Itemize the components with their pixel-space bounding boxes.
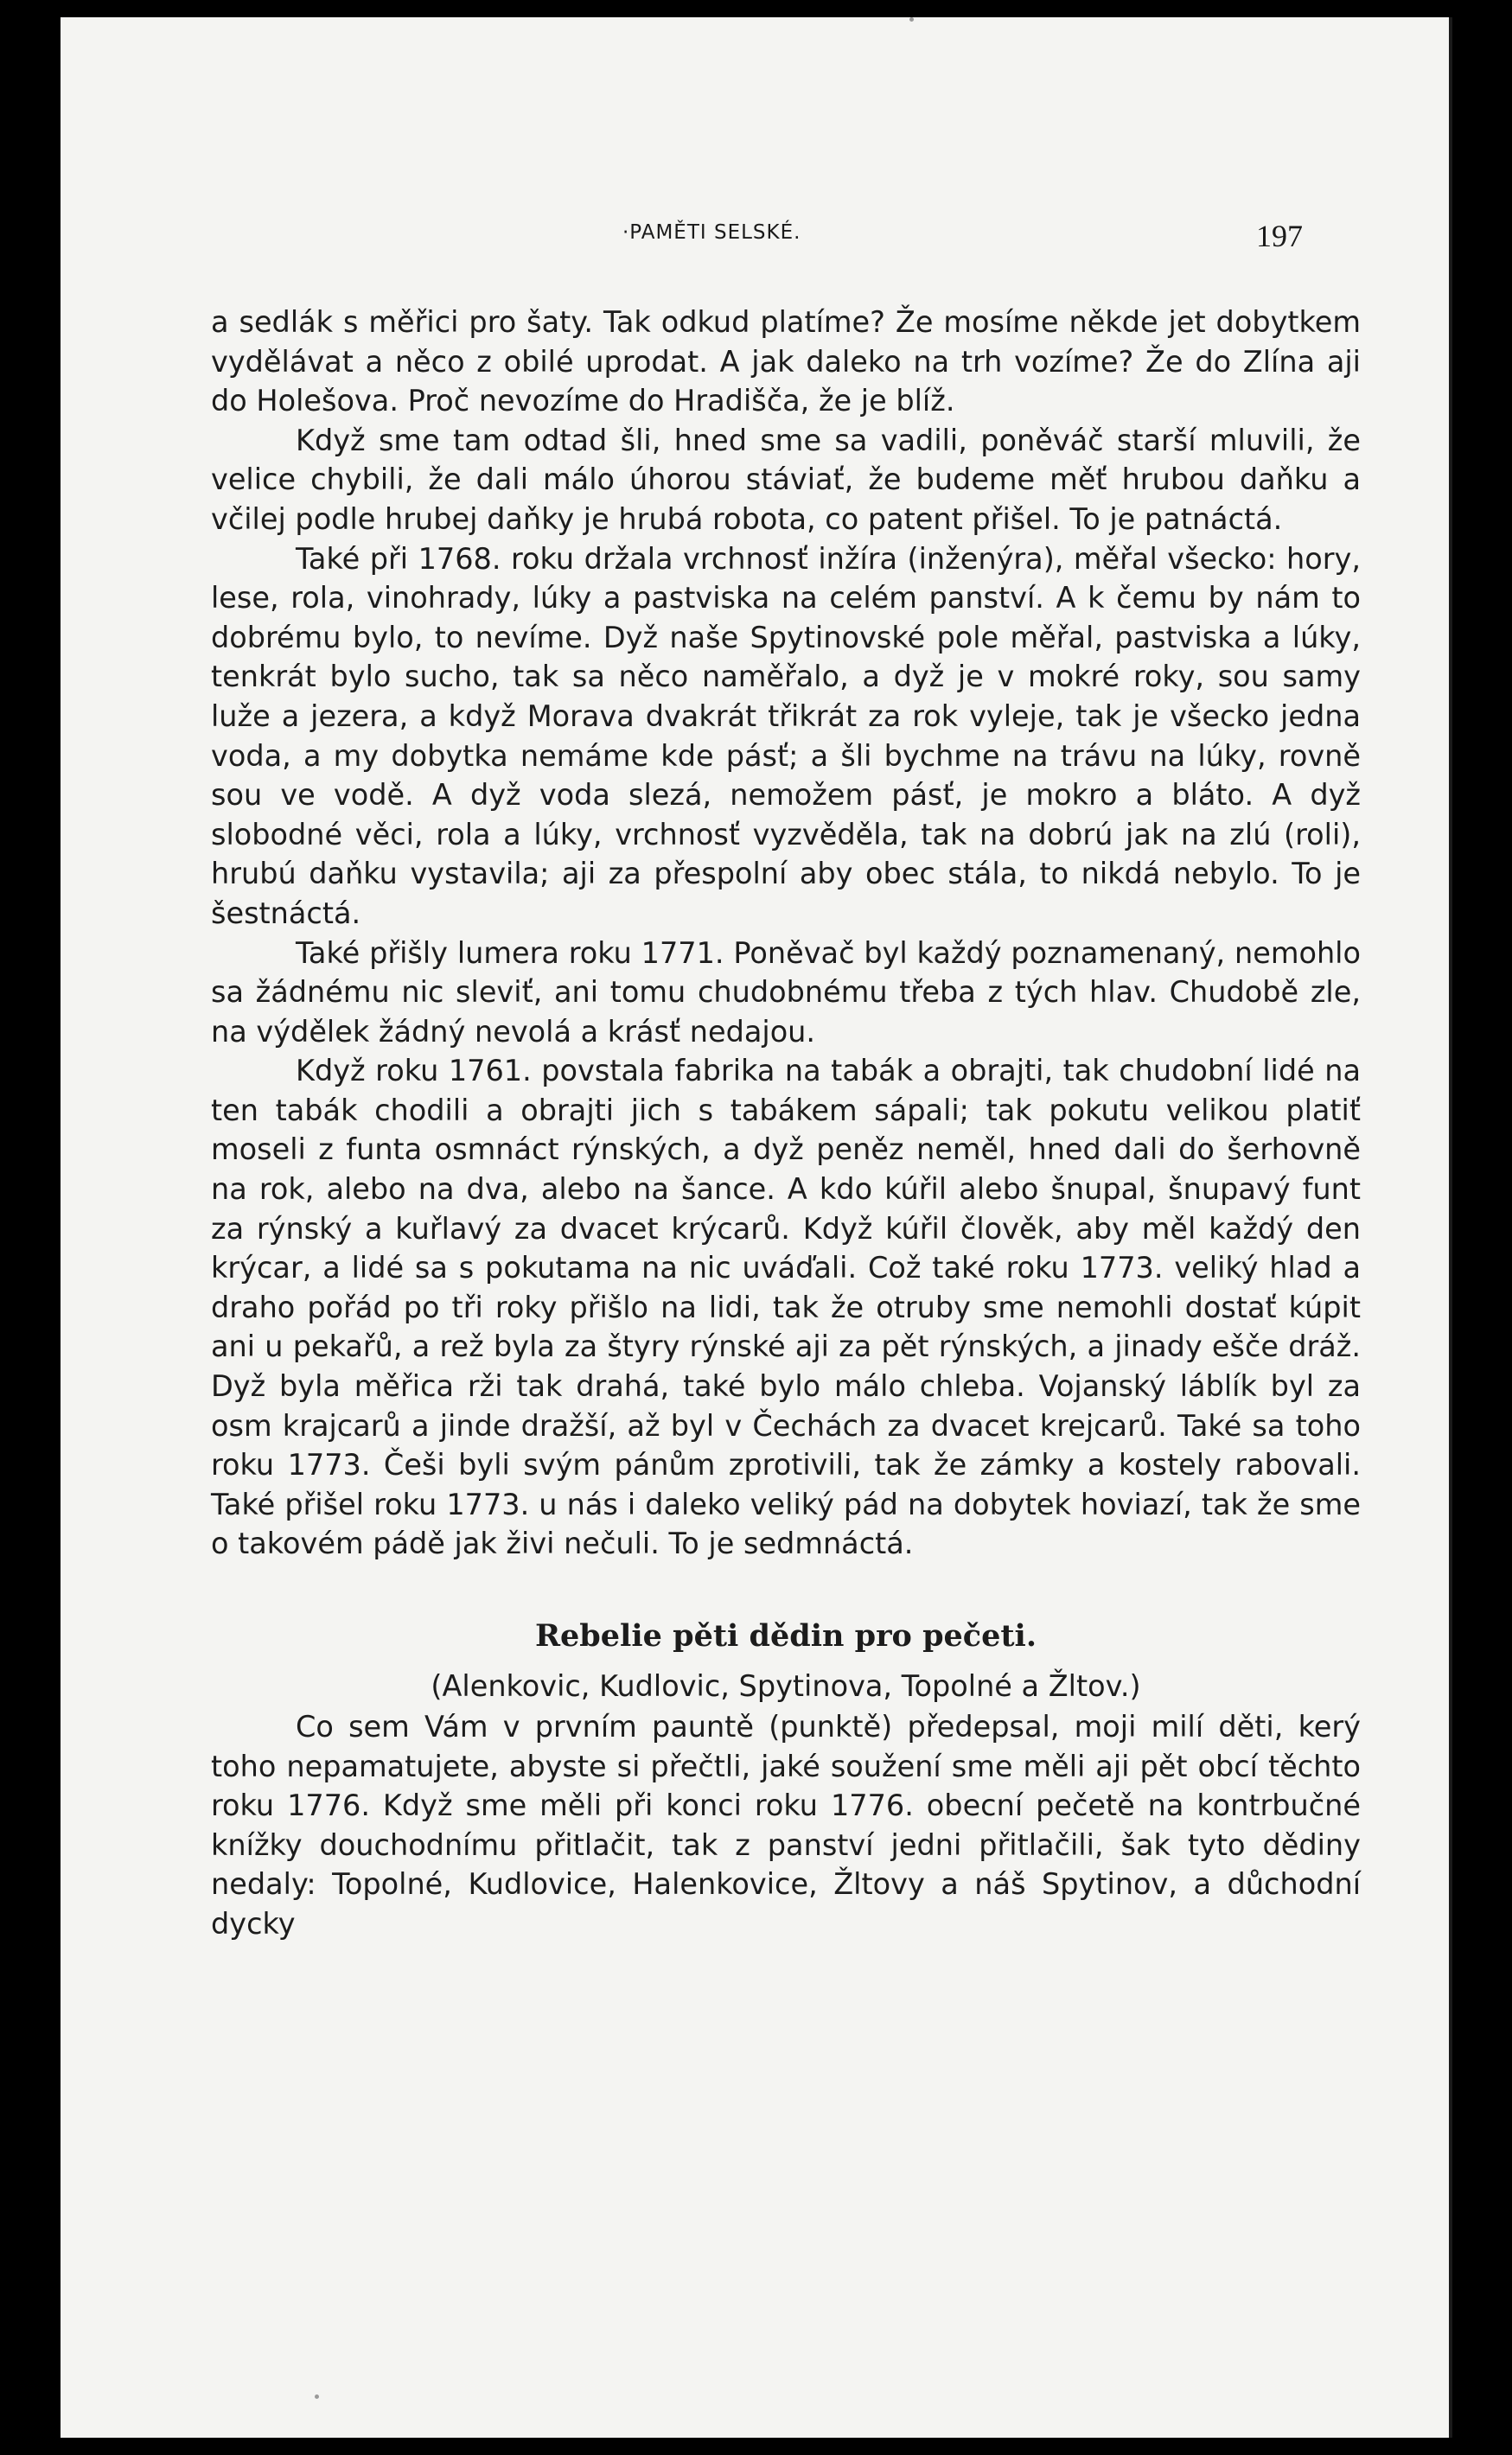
- body-text: [211, 303, 1361, 1944]
- paragraph: Také přišly lumera roku 1771. Poněvač byl každý poznamenaný, nemohlo sa žádnému nic sleviť, ani tomu chudobnému třeba z tých hlav. Chudobě zle, na výdělek žádný nevolá a krásť nedajou.: [211, 935, 1361, 1049]
- paragraph: Také při 1768. roku držala vrchnosť inžíra (inženýra), měřal všecko: hory, lese, rola, vinohrady, lúky a pastviska na celém panství. A k čemu by nám to dobrému bylo, to nevíme. Dyž naše Spytinovské pole měřal, pastviska a lúky, tenkrát bylo sucho, tak sa něco naměřalo, a dyž je v mokré roky, sou samy luže a jezera, a když Morava dvakrát třikrát za rok vyleje, tak je všecko jedna voda, a my dobytka nemáme kde pásť; a šli bychme na trávu na lúky, rovně sou ve vodě. A dyž voda slezá, nemožem pásť, je mokro a bláto. A dyž slobodné věci, rola a lúky, vrchnosť vyzvěděla, tak na dobrú jak na zlú (roli), hrubú daňku vystavila; aji za přespolní aby obec stála, to nikdá nebylo. To je šestnáctá.: [211, 541, 1361, 930]
- page-number: 197: [1256, 219, 1303, 253]
- paragraph: Co sem Vám v prvním pauntě (punktě) předepsal, moji milí děti, kerý toho nepamatujete, abyste si přečtli, jaké soužení sme měli aji pět obcí těchto roku 1776. Když sme měli při konci roku 1776. obecní pečetě na kontrbučné knížky douchodnímu přitlačit, tak z panství jedni přitlačili, šak tyto dědiny nedaly: Topolné, Kudlovice, Halenkovice, Žltovy a náš Spytinov, a důchodní dycky: [211, 1710, 1361, 1941]
- ink-speck: [315, 2394, 319, 2399]
- section-subtitle: (Alenkovic, Kudlovic, Spytinova, Topolné a Žltov.): [431, 1669, 1141, 1703]
- ink-speck: [909, 17, 914, 22]
- running-title: ·PAMĚTI SELSKÉ.: [622, 221, 801, 244]
- paragraph: Když roku 1761. povstala fabrika na tabák a obrajti, tak chudobní lidé na ten tabák chodili a obrajti jich s tabákem sápali; tak pokutu velikou platiť moseli z funta osmnáct rýnských, a dyž peněz neměl, hned dali do šerhovně na rok, alebo na dva, alebo na šance. A kdo kúřil alebo šnupal, šnupavý funt za rýnský a kuřlavý za dvacet krýcarů. Když kúřil člověk, aby měl každý den krýcar, a lidé sa s pokutama na nic uváďali. Což také roku 1773. veliký hlad a draho pořád po tři roky přišlo na lidi, tak že otruby sme nemohli dostať kúpit ani u pekařů, a rež byla za štyry rýnské aji za pět rýnských, a jinady ešče dráž. Dyž byla měřica rži tak drahá, také bylo málo chleba. Vojanský láblík byl za osm krajcarů a jinde dražší, až byl v Čechách za dvacet krejcarů. Také sa toho roku 1773. Češi byli svým pánům zprotivili, tak že zámky a kostely rabovali. Také přišel roku 1773. u nás i daleko veliký pád na dobytek hoviazí, tak že sme o takovém pádě jak živi nečuli. To je sedmnáctá.: [211, 1054, 1361, 1561]
- page-header: [61, 214, 1449, 266]
- paragraph: a sedlák s měřici pro šaty. Tak odkud platíme? Že mosíme někde jet dobytkem vydělávat a něco z obilé uprodat. A jak daleko na trh vozíme? Že do Zlína aji do Holešova. Proč nevozíme do Hradišča, že je blíž.: [211, 305, 1361, 418]
- paragraph: Když sme tam odtad šli, hned sme sa vadili, poněváč starší mluvili, že velice chybili, že dali málo úhorou stáviať, že budeme měť hrubou daňku a včilej podle hrubej daňky je hrubá robota, co patent přišel. To je patnáctá.: [211, 423, 1361, 536]
- section-title: Rebelie pěti dědin pro pečeti.: [534, 1618, 1037, 1654]
- book-page: [61, 17, 1452, 2438]
